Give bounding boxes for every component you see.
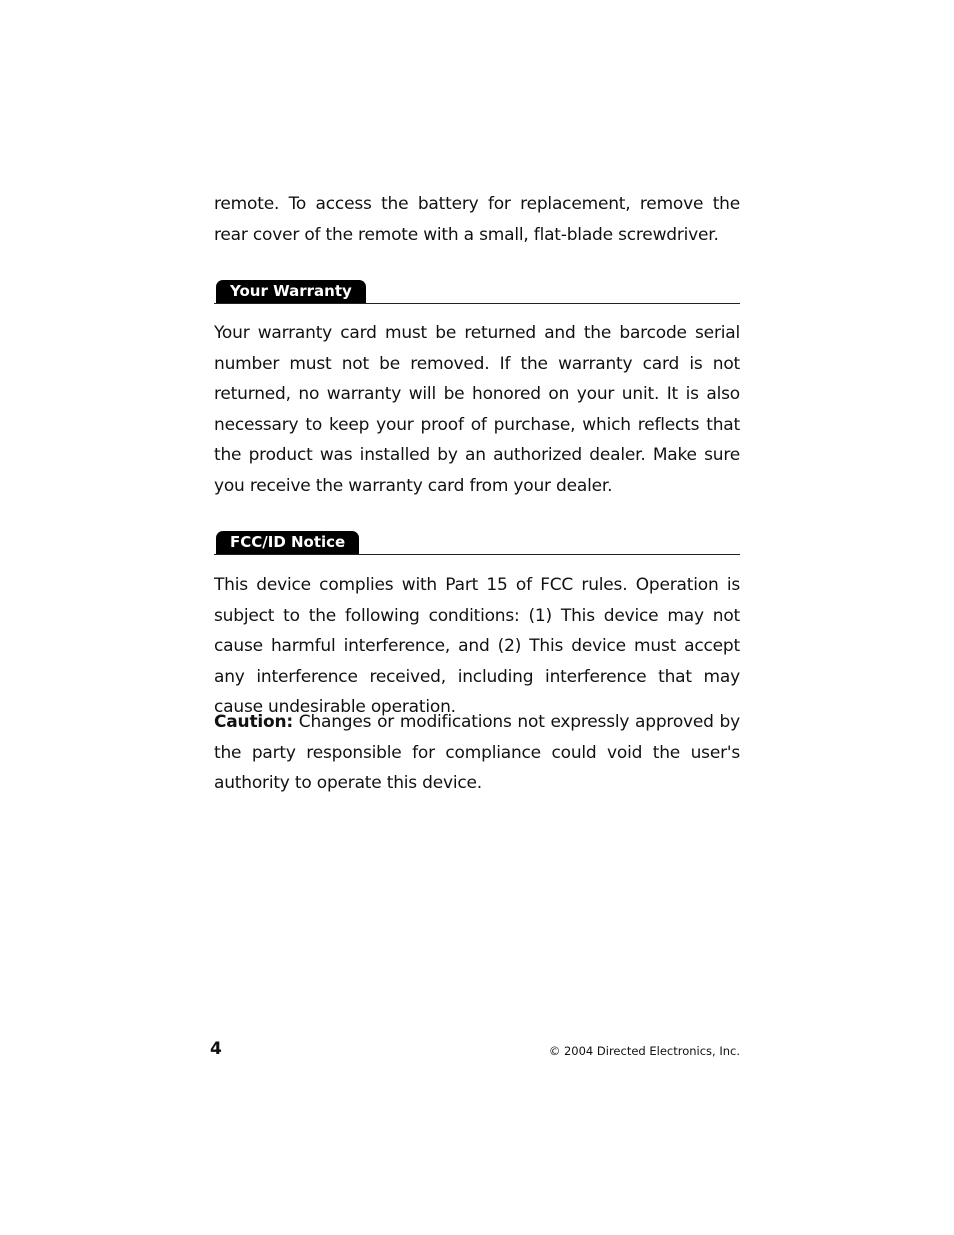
caution-label: Caution:: [214, 712, 293, 732]
caution-text: Changes or modifications not expressly approved by the party responsible for compliance could void the user's authority to operate this device.: [214, 712, 740, 794]
warranty-paragraph: Your warranty card must be returned and the barcode serial number must not be removed. If the warranty card is not returned, no warranty will be honored on your unit. It is also necessary to keep your proof of purchase, which reflects that the product was installed by an authorized dealer. Make sure you receive the warranty card from your dealer.: [214, 323, 740, 496]
section-title-warranty: Your Warranty: [216, 280, 366, 303]
caution-paragraph: [214, 707, 740, 799]
section-title-fcc: FCC/ID Notice: [216, 531, 359, 554]
section-header-warranty: [214, 279, 740, 304]
section-header-fcc: [214, 530, 740, 555]
intro-paragraph: remote. To access the battery for replacement, remove the rear cover of the remote with a small, flat-blade screwdriver.: [214, 194, 740, 245]
page-number: 4: [210, 1039, 222, 1059]
copyright-notice: © 2004 Directed Electronics, Inc.: [548, 1044, 740, 1058]
fcc-paragraph: This device complies with Part 15 of FCC rules. Operation is subject to the following conditions: (1) This device may not cause harmful interference, and (2) This device must accept any interference received, including interference that may cause undesirable operation.: [214, 575, 740, 718]
